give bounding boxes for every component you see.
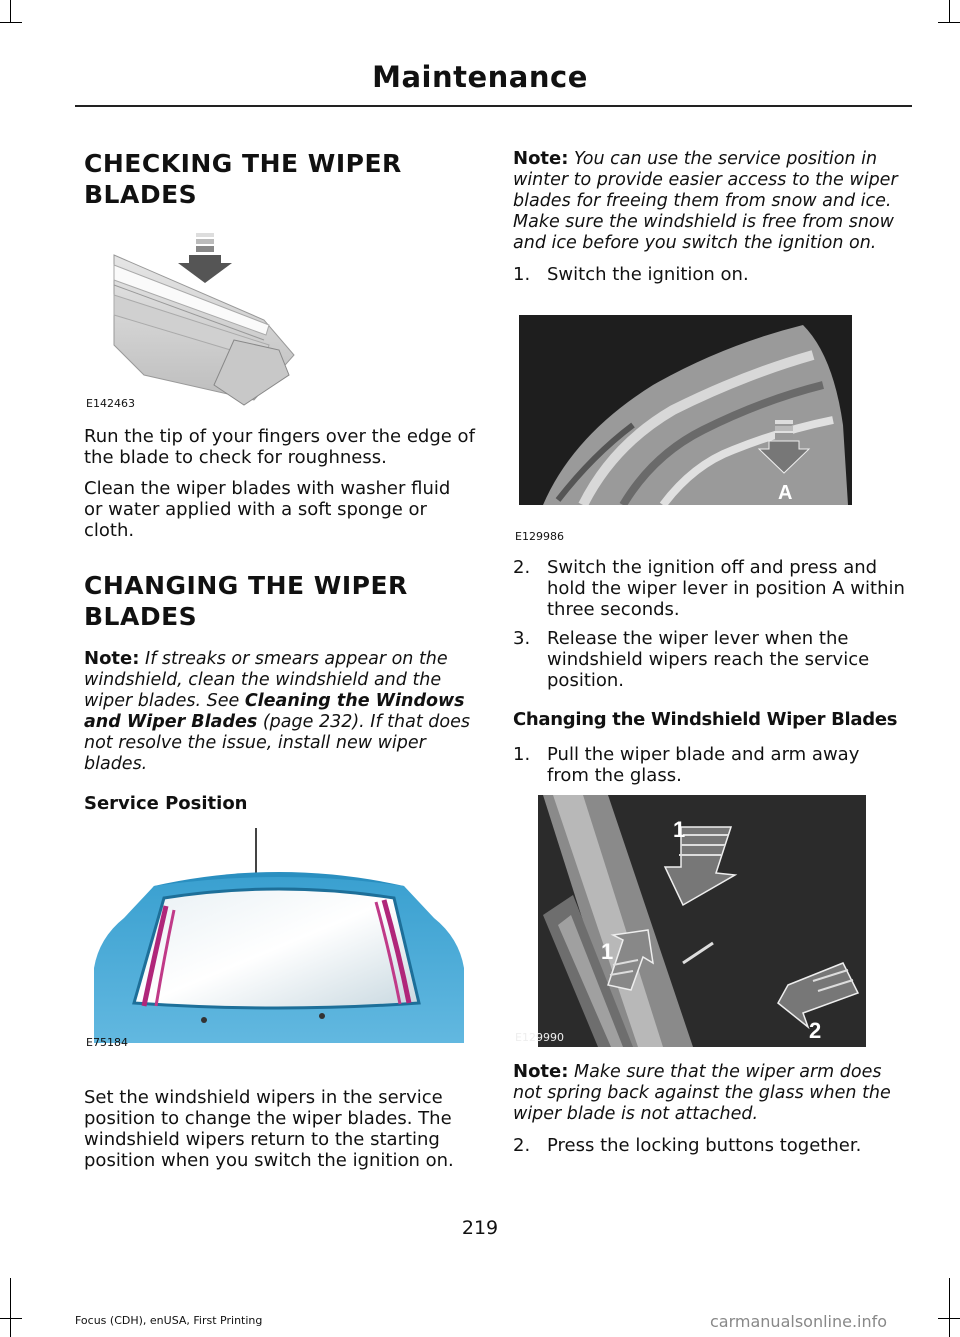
arrow-label-2: 2 bbox=[809, 1018, 822, 1043]
crop-mark-top-left-v bbox=[10, 0, 11, 22]
heading-checking-wiper-blades: CHECKING THE WIPER BLADES bbox=[84, 149, 402, 209]
cross-reference-link[interactable]: Cleaning the Windows bbox=[244, 691, 465, 711]
cross-reference-link-cont[interactable]: and Wiper Blades bbox=[84, 712, 258, 732]
note-label: Note: bbox=[513, 1061, 569, 1082]
position-a-label: A bbox=[778, 482, 793, 504]
step-press-locking-buttons: 2. Press the locking buttons together. bbox=[513, 1135, 862, 1156]
heading-changing-wiper-blades: CHANGING THE WIPER BLADES bbox=[84, 571, 408, 631]
step-switch-ignition-on: 1. Switch the ignition on. bbox=[513, 264, 749, 285]
header-rule bbox=[75, 105, 912, 107]
arrow-label-1-bottom: 1 bbox=[601, 939, 614, 964]
note-streaks: Note: If streaks or smears appear on the windshield, clean the windshield and the wiper blades. See Cleaning the Windows and Wiper Blades (page 232). If that does not resolve the issue, install new wiper blades. bbox=[84, 648, 470, 774]
watermark: carmanualsonline.info bbox=[710, 1312, 888, 1331]
figure-code: E129990 bbox=[515, 1031, 564, 1044]
figure-car-service-position bbox=[84, 828, 474, 1050]
arrow-label-1-top: 1 bbox=[673, 817, 686, 842]
step-pull-blade-away: 1. Pull the wiper blade and arm away from the glass. bbox=[513, 744, 860, 786]
crop-mark-bottom-left-v bbox=[10, 1278, 11, 1337]
paragraph-clean-blades: Clean the wiper blades with washer fluid or water applied with a soft sponge or cloth. bbox=[84, 478, 451, 541]
crop-mark-top-left-h bbox=[0, 22, 22, 23]
crop-mark-top-right-h bbox=[938, 22, 960, 23]
wiper-arm-removal-illustration bbox=[513, 795, 868, 1047]
wiper-blade-illustration bbox=[84, 225, 474, 415]
step-release-lever: 3. Release the wiper lever when the windshield wipers reach the service position. bbox=[513, 628, 870, 691]
figure-wiper-lever bbox=[513, 315, 858, 545]
step-press-hold-lever: 2. Switch the ignition off and press and hold the wiper lever in position A within three seconds. bbox=[513, 557, 905, 620]
note-wiper-arm-spring: Note: Make sure that the wiper arm does not spring back against the glass when the wiper blade is not attached. bbox=[513, 1061, 891, 1124]
note-winter: Note: You can use the service position in winter to provide easier access to the wiper blades for freeing them from snow and ice. Make sure the windshield is free from snow and ice before you switch the ignition on. bbox=[513, 148, 898, 253]
crop-mark-bottom-right-h bbox=[938, 1318, 960, 1319]
page-header-title: Maintenance bbox=[372, 60, 588, 94]
crop-mark-bottom-left-h bbox=[0, 1318, 22, 1319]
note-label: Note: bbox=[84, 648, 140, 669]
page-number: 219 bbox=[461, 1217, 499, 1239]
crop-mark-bottom-right-v bbox=[949, 1278, 950, 1337]
figure-wiper-blade-edge bbox=[84, 225, 474, 415]
figure-code: E75184 bbox=[86, 1036, 128, 1049]
footer-edition: Focus (CDH), enUSA, First Printing bbox=[75, 1314, 263, 1327]
note-label: Note: bbox=[513, 148, 569, 169]
car-windshield-illustration bbox=[84, 828, 474, 1050]
paragraph-check-roughness: Run the tip of your fingers over the edge of the blade to check for roughness. bbox=[84, 426, 475, 468]
paragraph-service-position: Set the windshield wipers in the service position to change the wiper blades. The windshield wipers return to the starting position when you switch the ignition on. bbox=[84, 1087, 454, 1171]
crop-mark-top-right-v bbox=[949, 0, 950, 22]
figure-pull-wiper-arm bbox=[513, 795, 868, 1047]
subheading-service-position: Service Position bbox=[84, 793, 248, 814]
wiper-lever-illustration bbox=[513, 315, 858, 505]
figure-code: E129986 bbox=[515, 530, 564, 543]
subheading-changing-windshield-wiper-blades: Changing the Windshield Wiper Blades bbox=[513, 709, 898, 730]
figure-code: E142463 bbox=[86, 397, 135, 410]
